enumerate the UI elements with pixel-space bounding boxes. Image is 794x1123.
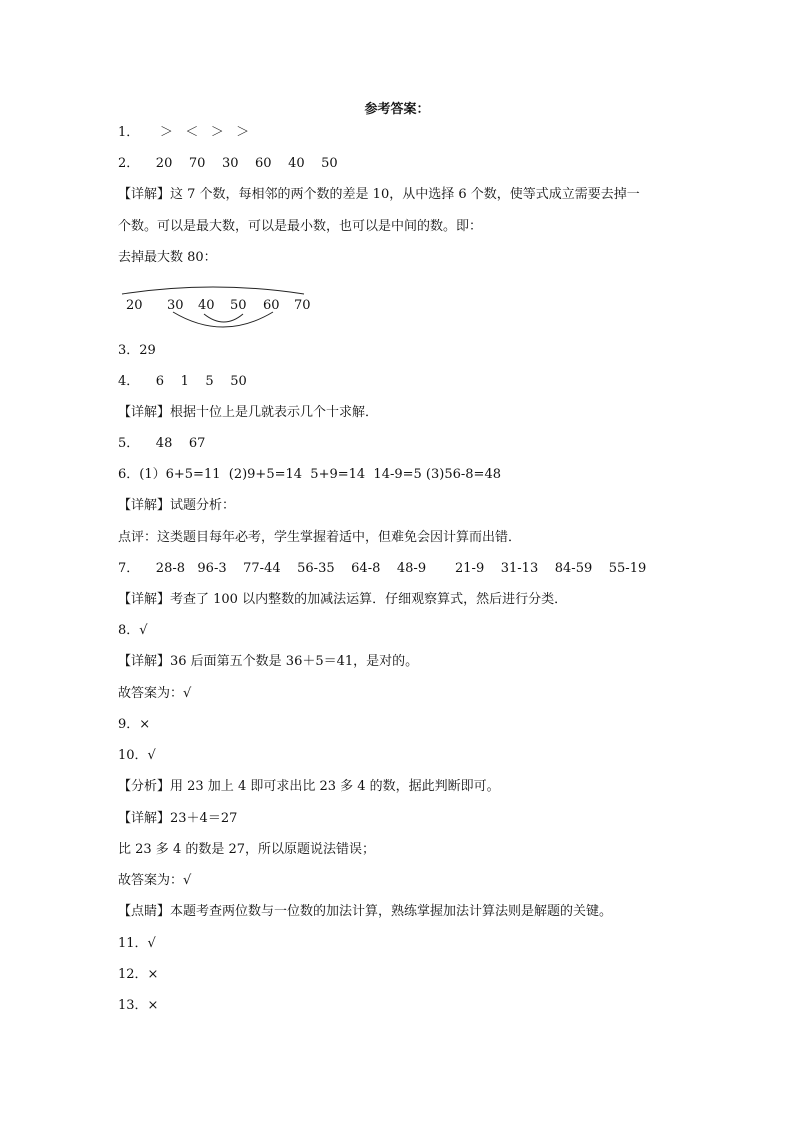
answer-line-3: 3．29 [118, 343, 156, 358]
answer-line-9: 9．× [118, 717, 151, 732]
detail-line-8: 【详解】36 后面第五个数是 36＋5＝41，是对的。 [118, 654, 419, 669]
detail-line-4: 【详解】根据十位上是几就表示几个十求解． [118, 405, 379, 420]
inner-arc [204, 314, 243, 322]
answer-line-8: 8．√ [118, 623, 148, 638]
answer-line-11: 11．√ [118, 936, 156, 951]
detail-line-7: 【详解】考查了 100 以内整数的加减法运算．仔细观察算式，然后进行分类． [118, 592, 568, 607]
tip-line-10: 【点睛】本题考查两位数与一位数的加法计算，熟练掌握加法计算法则是解题的关键。 [118, 904, 613, 919]
top-arc [122, 287, 304, 294]
diagram-number: 20 [126, 298, 143, 313]
conclusion-line-10: 故答案为：√ [118, 873, 192, 888]
answer-line-4: 4． 6 1 5 50 [118, 374, 247, 389]
comment-line-6: 点评：这类题目每年必考，学生掌握着适中，但难免会因计算而出错． [118, 530, 522, 545]
answer-line-1: 1． ＞ ＜ ＞ ＞ [118, 125, 250, 140]
page-title: 参考答案： [364, 102, 430, 117]
detail-line-10b: 比 23 多 4 的数是 27，所以原题说法错误； [118, 842, 376, 857]
answer-line-10: 10．√ [118, 748, 156, 763]
number-arc-diagram [118, 282, 338, 328]
answer-line-13: 13．× [118, 998, 159, 1013]
diagram-number: 50 [230, 298, 247, 313]
answer-line-7: 7． 28-8 96-3 77-44 56-35 64-8 48-9 21-9 31-13 84-59 55-19 [118, 561, 647, 576]
detail-line-2c: 去掉最大数 80： [118, 250, 217, 265]
diagram-number: 70 [294, 298, 311, 313]
analysis-line-10: 【分析】用 23 加上 4 即可求出比 23 多 4 的数，据此判断即可。 [118, 779, 500, 794]
answer-line-12: 12．× [118, 967, 159, 982]
diagram-number: 40 [198, 298, 215, 313]
conclusion-line-8: 故答案为：√ [118, 686, 192, 701]
answer-line-5: 5． 48 67 [118, 436, 206, 451]
answer-line-2: 2． 20 70 30 60 40 50 [118, 156, 338, 171]
detail-line-2a: 【详解】这 7 个数，每相邻的两个数的差是 10，从中选择 6 个数，使等式成立需要去掉一 [118, 187, 640, 202]
diagram-number: 30 [167, 298, 184, 313]
detail-line-2b: 个数。可以是最大数，可以是最小数，也可以是中间的数。即： [118, 219, 483, 234]
detail-line-10a: 【详解】23＋4＝27 [118, 811, 238, 826]
diagram-number: 60 [263, 298, 280, 313]
detail-line-6: 【详解】试题分析： [118, 498, 236, 513]
outer-arc [173, 312, 273, 327]
answer-line-6: 6．(1）6+5=11 (2)9+5=14 5+9=14 14-9=5 (3)56-8=48 [118, 467, 501, 482]
